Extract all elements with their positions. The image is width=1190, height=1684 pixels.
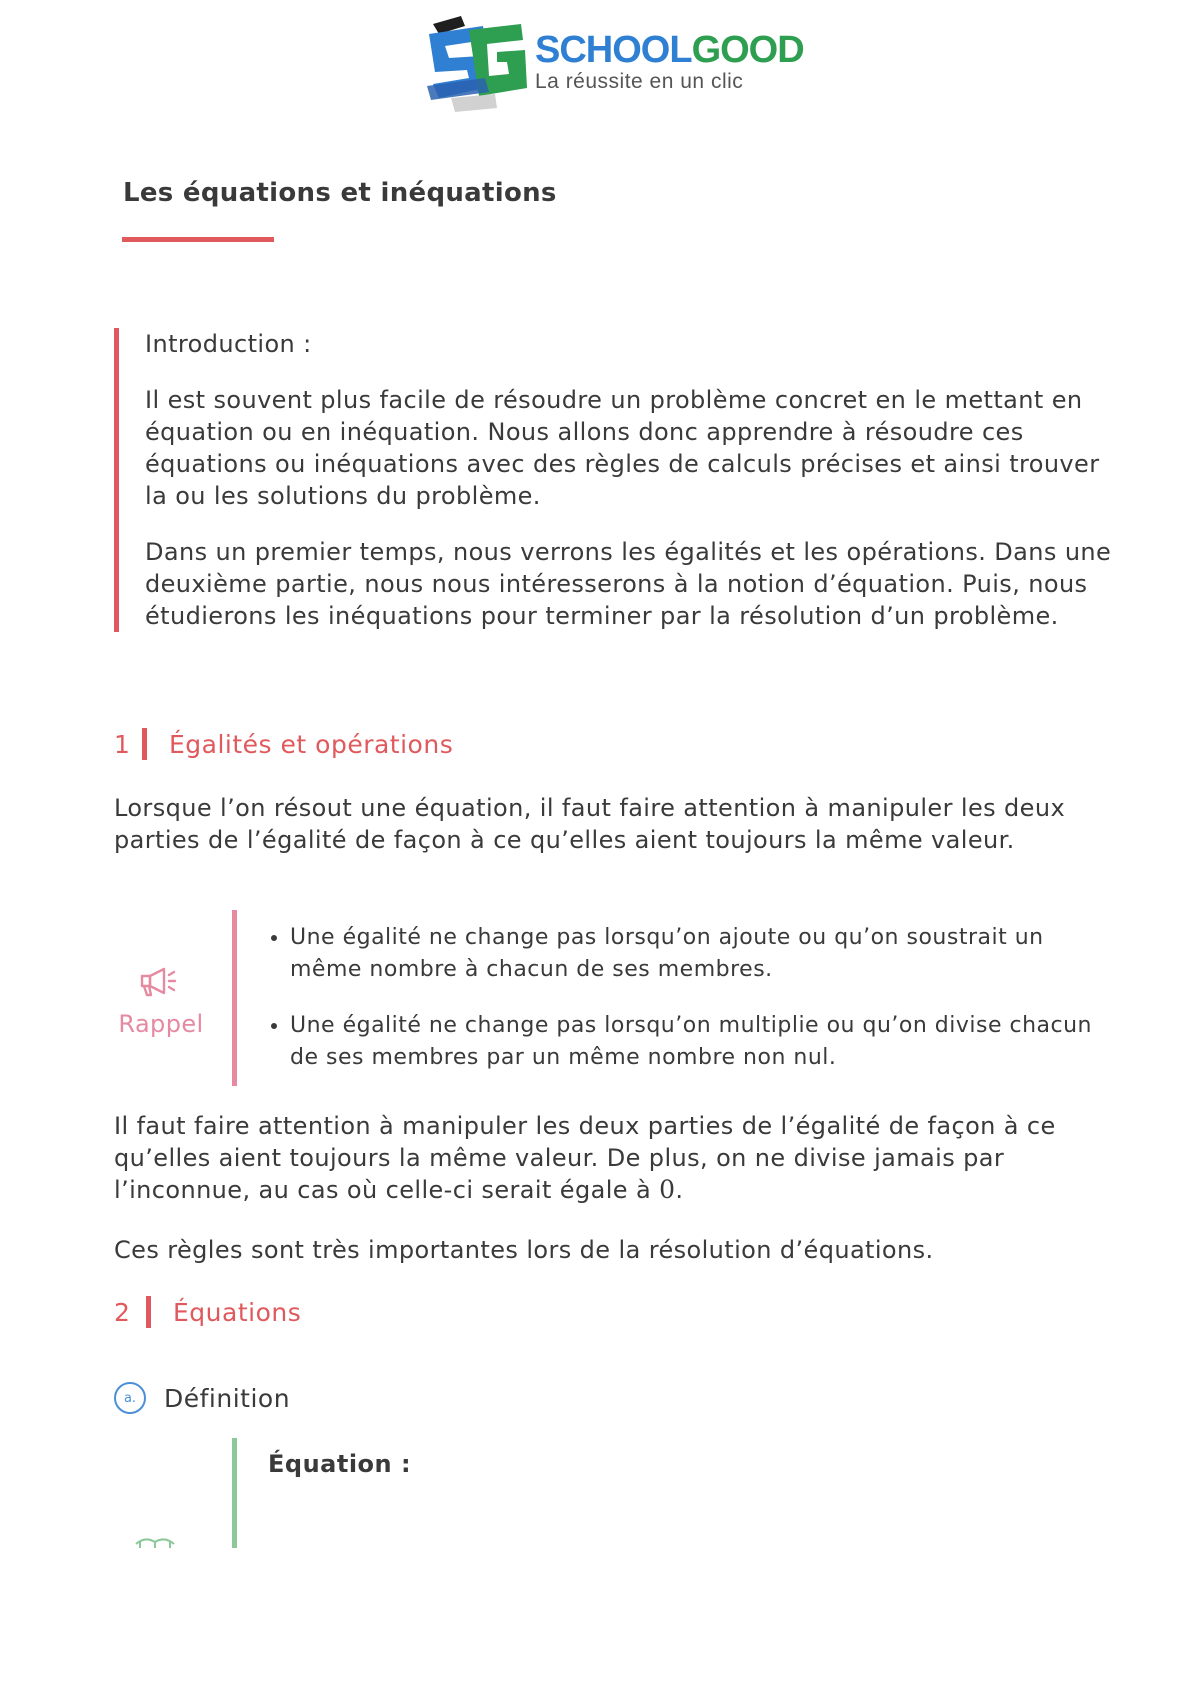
section-title: Équations	[173, 1297, 302, 1327]
brand-name	[535, 30, 804, 70]
title-underline	[122, 237, 274, 242]
paragraph-end: .	[675, 1176, 684, 1204]
brand-part-school: SCHOOL	[535, 29, 692, 71]
section1-paragraph: Lorsque l’on résout une équation, il faut faire attention à manipuler les deux parties de l’égalité de façon à ce qu’elles aient toujours la même valeur.	[114, 794, 1066, 854]
paragraph-text: Il faut faire attention à manipuler les deux parties de l’égalité de façon à ce qu’elles aient toujours la même valeur. De plus, on ne divise jamais par l’inconnue, au cas où celle-ci serait égale à	[114, 1112, 1056, 1204]
rappel-label: Rappel	[118, 1010, 204, 1038]
section1-paragraph-3: Ces règles sont très importantes lors de la résolution d’équations.	[114, 1236, 934, 1264]
section-number: 1	[114, 729, 131, 759]
brand-part-good: GOOD	[691, 29, 804, 71]
sg-logo-icon	[425, 16, 535, 112]
list-item: • Une égalité ne change pas lorsqu’on multiplie ou qu’on divise chacun de ses membres par un même nombre non nul.	[290, 1010, 1120, 1074]
rappel-list	[264, 922, 1120, 1098]
list-item: • Une égalité ne change pas lorsqu’on ajoute ou qu’on soustrait un même nombre à chacun de ses membres.	[290, 922, 1120, 986]
section-heading-1	[114, 728, 453, 760]
section-heading-2	[114, 1296, 301, 1328]
definition-term: Équation :	[268, 1450, 412, 1478]
rappel-box	[114, 910, 1092, 1086]
rappel-sidebar	[114, 910, 232, 1086]
book-icon	[134, 1530, 176, 1548]
introduction-label: Introduction :	[145, 330, 312, 358]
rappel-bar	[232, 910, 237, 1086]
section1-paragraph-2	[114, 1110, 1089, 1206]
subsection-heading	[114, 1382, 290, 1414]
section-number: 2	[114, 1297, 131, 1327]
subsection-title: Définition	[164, 1383, 291, 1413]
section-title: Égalités et opérations	[169, 729, 454, 759]
introduction-block	[114, 328, 1115, 632]
schoolgood-logo	[425, 16, 804, 112]
section-bar	[142, 728, 147, 760]
megaphone-icon	[134, 964, 190, 1000]
introduction-paragraph: Dans un premier temps, nous verrons les égalités et les opérations. Dans une deuxième partie, nous nous intéresserons à la notion d’équation. Puis, nous étudierons les inéquations pour terminer par la résolution d’un problème.	[145, 538, 1112, 630]
definition-bar	[232, 1438, 237, 1548]
introduction-paragraph: Il est souvent plus facile de résoudre un problème concret en le mettant en équation ou en inéquation. Nous allons donc apprendre à résoudre ces équations ou inéquations avec des règles de calculs précises et ainsi trouver la ou les solutions du problème.	[145, 386, 1100, 510]
tagline: La réussite en un clic	[535, 70, 744, 93]
subsection-marker: a.	[114, 1382, 146, 1414]
section-bar	[146, 1296, 151, 1328]
math-zero: 0	[659, 1175, 676, 1204]
document-title: Les équations et inéquations	[123, 178, 557, 208]
